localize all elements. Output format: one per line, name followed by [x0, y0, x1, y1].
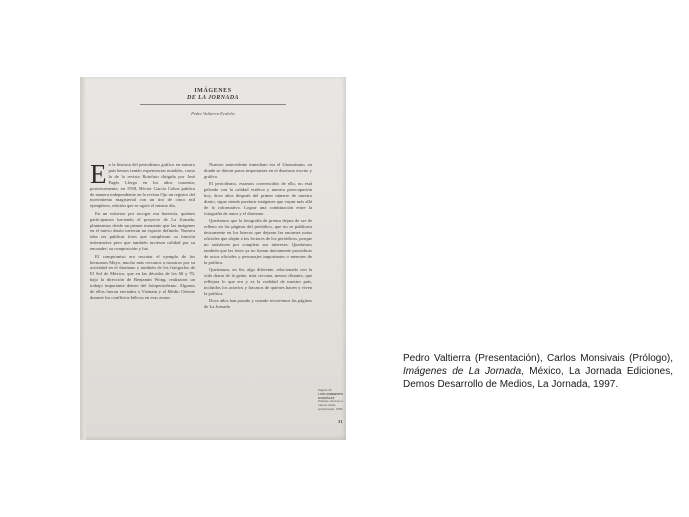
book-page-photo [80, 77, 346, 440]
paragraph: Queríamos que la fotografía de prensa dejara de ser de relleno en las páginas del periódico, que no se publicara únicamente en los huecos que dejaran las enormes notas oficiales que aleján a los lectores de los periódicos, porque no satisfacen por completo sus intereses. Queríamos también que las fotos ya no fueran únicamente prosódicas de actos oficiales y personajes importantes o menores de la política. [204, 218, 312, 265]
title-rule [140, 104, 286, 105]
paragraph: El periodismo, estamos convencidos de ello, no está peleado con la calidad estética y nuestra preocupación hoy, doce años después del primer número de nuestro diario, sigue siendo producir imágenes que vayan más allá de lo informativo. Lograr una combinación entre la fotografía de autor y el diarismo. [204, 181, 312, 216]
page-binding-shadow [80, 77, 86, 440]
page-number: 31 [338, 419, 343, 424]
article-subtitle: DE LA JORNADA [187, 95, 239, 101]
citation-suffix: , México, La Jornada Ediciones, Demos Desarrollo de Medios, La Jornada, 1997. [403, 366, 673, 390]
article-byline: Pedro Valtierra Ecaleño [191, 111, 235, 116]
article-title: IMÁGENES [194, 88, 232, 94]
caption-label: Página 35 [318, 388, 332, 392]
drop-cap: E [90, 159, 107, 189]
book-citation [403, 352, 673, 391]
paragraph: El compromiso era rescatar el ejemplo de los hermanos Mayo, mucho más cercanos a nosotros por su actividad en el diarismo y también de los fotógrafos de El Sol de México, que en las décadas de los 60 y 70, bajo la dirección de Benjamín Wong, realizaron un trabajo importante dentro del fotoperiodismo. Algunos de ellos fueron enviados a Vietnam y al Medio Oriente durante los conflictos bélicos en esas zonas. [90, 253, 195, 300]
citation-prefix: Pedro Valtierra (Presentación), Carlos Monsivais (Prólogo), [403, 353, 673, 364]
paragraph: Nuestro antecedente inmediato era el Unomásuno, en donde se dieron pasos importantes en el diarismo escrito y gráfico. [204, 162, 312, 179]
paragraph: n la historia del periodismo gráfico en nuestro país hemos tenido experiencias notables, como la de la revista Rotofoto dirigida por José Pagés Llergo en los años cuarenta; posteriormente, en 1958, Héctor García Cobos publica de manera independiente en la revista Ojo un registro del movimiento magisterial con un tiro de cinco mil ejemplares, edición que se agotó el mismo día. [90, 162, 195, 209]
caption-photographer: LUIS HUMBERTO GONZÁLEZ [318, 391, 343, 400]
paragraph: En un esfuerzo por recoger esa herencia, quienes participamos haciendo el proyecto de La Jornada, planteamos desde un primer momento que las imágenes en el nuevo diario tuvieran un espacio definido. Nuestra idea era publicar fotos que cumplieran su función informativa pero que también tuviesen calidad por su encuadre, su composición y luz. [90, 210, 195, 252]
paragraph: Queríamos, en fin, algo diferente, relacionado con la vida diaria de la gente, más cercana, menos distante, que reflejara lo que era y es la realidad de nuestro país, incluidos los aciertos y fracasos de quienes hacen y viven la política. [204, 266, 312, 296]
citation-book-title: Imágenes de La Jornada [403, 366, 522, 377]
text-column-right [204, 162, 312, 311]
caption-text: Policías caminan a manos vistas accidentado. 1989 [318, 399, 344, 411]
photo-caption [318, 389, 346, 412]
text-column-left [90, 159, 195, 302]
paragraph: Doce años han pasado y cuando recorremos las páginas de La Jornada [204, 297, 312, 309]
